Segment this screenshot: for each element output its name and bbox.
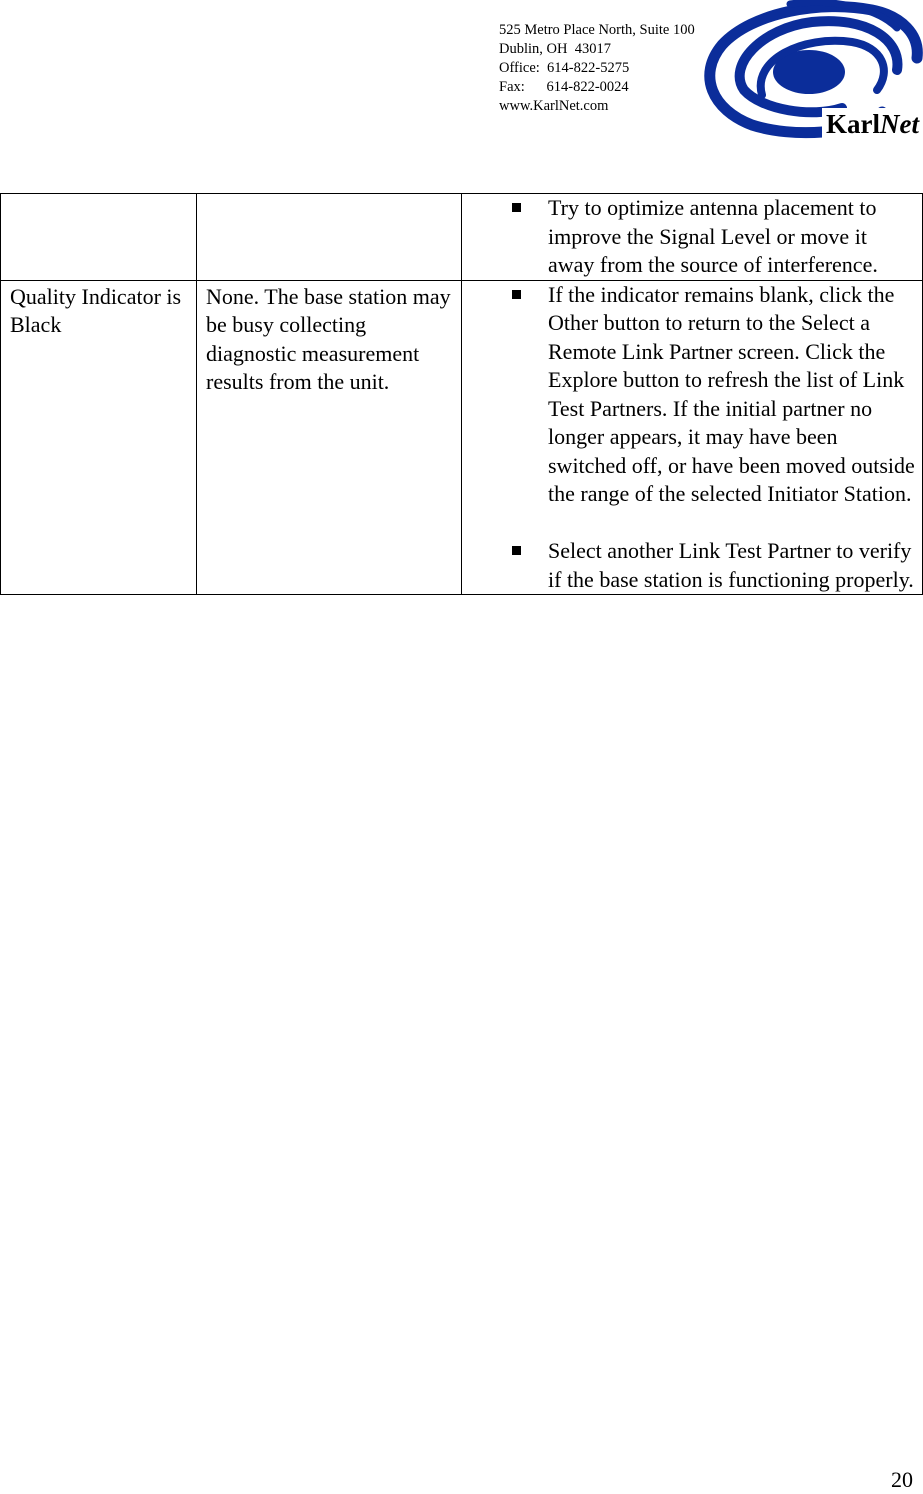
logo-wordmark (822, 108, 919, 140)
karlnet-logo (692, 0, 923, 150)
square-bullet-icon (512, 546, 521, 555)
table-row (1, 280, 923, 595)
list-item (462, 194, 922, 280)
square-bullet-icon (512, 290, 521, 299)
logo-wordmark-karl: Karl (826, 109, 881, 139)
problem-cell (1, 194, 197, 281)
action-list (462, 194, 922, 280)
table-row (1, 194, 923, 281)
page-number: 20 (891, 1467, 913, 1492)
action-list (462, 281, 922, 595)
list-item (462, 281, 922, 509)
actions-cell (462, 194, 923, 281)
address-city: Dublin, OH 43017 (499, 41, 611, 57)
action-text: Select another Link Test Partner to verify if the base station is functioning properly. (548, 538, 914, 592)
problem-cell: Quality Indicator is Black (1, 280, 197, 595)
action-text: Try to optimize antenna placement to improve the Signal Level or move it away from the source of interference. (548, 195, 878, 277)
address-street: 525 Metro Place North, Suite 100 (499, 22, 695, 38)
company-address (499, 21, 695, 116)
actions-cell (462, 280, 923, 595)
address-office-phone: Office: 614-822-5275 (499, 60, 630, 76)
square-bullet-icon (512, 203, 521, 212)
logo-wordmark-net: Net (880, 109, 919, 139)
address-website: www.KarlNet.com (499, 98, 609, 114)
cause-cell (197, 194, 462, 281)
action-text: If the indicator remains blank, click the Other button to return to the Select a Remote Link Partner screen. Click the Explore button to refresh the list of Link Test Partners. If the initial partner no longer appears, it may have been switched off, or have been moved outside the range of the selected Initiator Station. (548, 281, 915, 506)
troubleshooting-table (0, 193, 923, 595)
cause-cell: None. The base station may be busy collecting diagnostic measurement results from the unit. (197, 280, 462, 595)
address-fax: Fax: 614-822-0024 (499, 79, 629, 95)
list-item (462, 537, 922, 594)
